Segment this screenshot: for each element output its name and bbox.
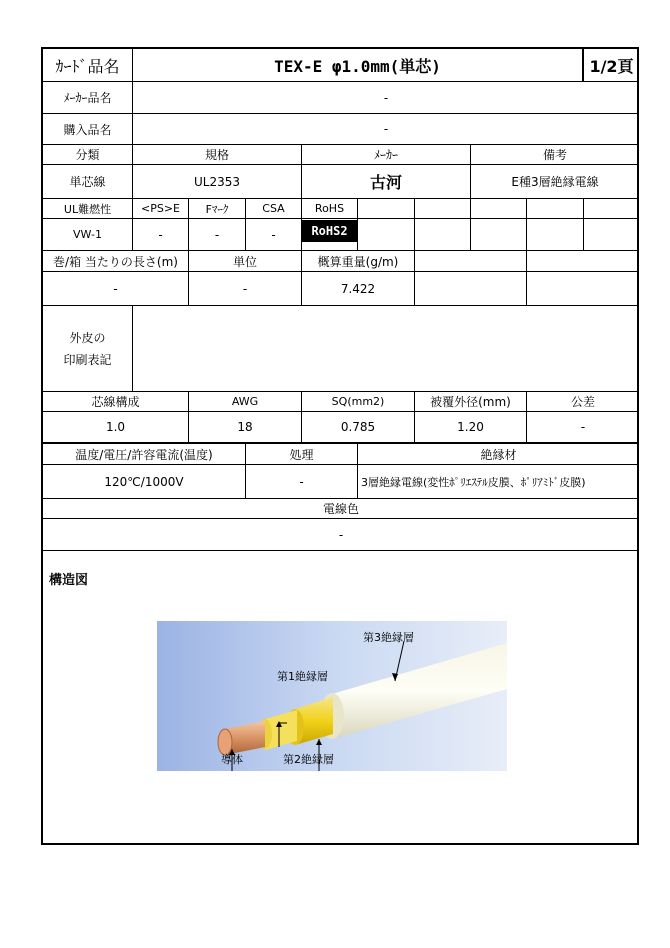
blank-cell: [415, 251, 527, 272]
print-label-line1: 外皮の: [69, 330, 106, 345]
length-header: 巻/箱 当たりの長さ(m): [43, 251, 189, 272]
blank-cell: [358, 199, 415, 219]
csa-header: CSA: [246, 199, 302, 219]
structure-label: 構造図: [49, 573, 89, 588]
blank-cell: [415, 219, 471, 251]
maker-name-value: -: [133, 82, 639, 114]
wire-structure-diagram: [157, 621, 507, 771]
conductor-callout: 導体: [221, 753, 243, 766]
print-value: [133, 306, 639, 392]
rohs-value-cell: [302, 219, 358, 251]
blank-cell: [471, 199, 527, 219]
pse-value: -: [133, 219, 189, 251]
unit-header: 単位: [189, 251, 302, 272]
print-label-line2: 印刷表記: [63, 352, 112, 367]
standard-value: UL2353: [133, 165, 302, 199]
rohs-header: RoHS: [302, 199, 358, 219]
awg-header: AWG: [189, 392, 302, 412]
page-number: 1/2頁: [583, 49, 639, 82]
blank-cell: [527, 272, 639, 306]
length-value: -: [43, 272, 189, 306]
sq-header: SQ(mm2): [302, 392, 415, 412]
product-title: TEX-E φ1.0mm(単芯): [133, 49, 583, 82]
wire-color-label: 電線色: [43, 499, 639, 519]
tolerance-header: 公差: [527, 392, 639, 412]
ul-flame-header: UL難燃性: [43, 199, 133, 219]
print-label: [43, 306, 133, 392]
treatment-header: 処理: [246, 444, 358, 465]
maker-header: ﾒｰｶｰ: [302, 145, 471, 165]
awg-value: 18: [189, 412, 302, 444]
maker-name-label: ﾒｰｶｰ品名: [43, 82, 133, 114]
spec-sheet: [41, 47, 639, 845]
remarks-header: 備考: [471, 145, 639, 165]
core-config-header: 芯線構成: [43, 392, 189, 412]
core-config-value: 1.0: [43, 412, 189, 444]
csa-value: -: [246, 219, 302, 251]
blank-cell: [584, 219, 639, 251]
temp-value: 120℃/1000V: [43, 465, 246, 499]
classification-header: 分類: [43, 145, 133, 165]
blank-cell: [415, 272, 527, 306]
blank-cell: [471, 219, 527, 251]
purchase-name-label: 購入品名: [43, 114, 133, 145]
wire-color-value: -: [43, 519, 639, 551]
card-name-label: ｶｰﾄﾞ品名: [43, 49, 133, 82]
blank-cell: [527, 199, 584, 219]
purchase-name-value: -: [133, 114, 639, 145]
pse-header: <PS>E: [133, 199, 189, 219]
blank-cell: [358, 219, 415, 251]
remarks-value: E種3層絶縁電線: [471, 165, 639, 199]
treatment-value: -: [246, 465, 358, 499]
maker-value: 古河: [302, 165, 471, 199]
ul-flame-value: VW-1: [43, 219, 133, 251]
standard-header: 規格: [133, 145, 302, 165]
sq-value: 0.785: [302, 412, 415, 444]
unit-value: -: [189, 272, 302, 306]
layer2-callout: 第2絶縁層: [283, 753, 334, 766]
layer3-callout: 第3絶縁層: [363, 631, 414, 644]
f-mark-value: -: [189, 219, 246, 251]
layer1-callout: 第1絶縁層: [277, 670, 328, 683]
blank-cell: [527, 219, 584, 251]
blank-cell: [527, 251, 639, 272]
blank-cell: [415, 199, 471, 219]
weight-value: 7.422: [302, 272, 415, 306]
f-mark-header: Fﾏｰｸ: [189, 199, 246, 219]
blank-cell: [584, 199, 639, 219]
weight-header: 概算重量(g/m): [302, 251, 415, 272]
classification-value: 単芯線: [43, 165, 133, 199]
tolerance-value: -: [527, 412, 639, 444]
outer-diameter-header: 被覆外径(mm): [415, 392, 527, 412]
insulation-value: 3層絶縁電線(変性ﾎﾟﾘｴｽﾃﾙ皮膜、ﾎﾟﾘｱﾐﾄﾞ皮膜): [358, 465, 639, 499]
insulation-header: 絶縁材: [358, 444, 639, 465]
temp-header: 温度/電圧/許容電流(温度): [43, 444, 246, 465]
rohs-badge: RoHS2: [302, 220, 357, 242]
outer-diameter-value: 1.20: [415, 412, 527, 444]
